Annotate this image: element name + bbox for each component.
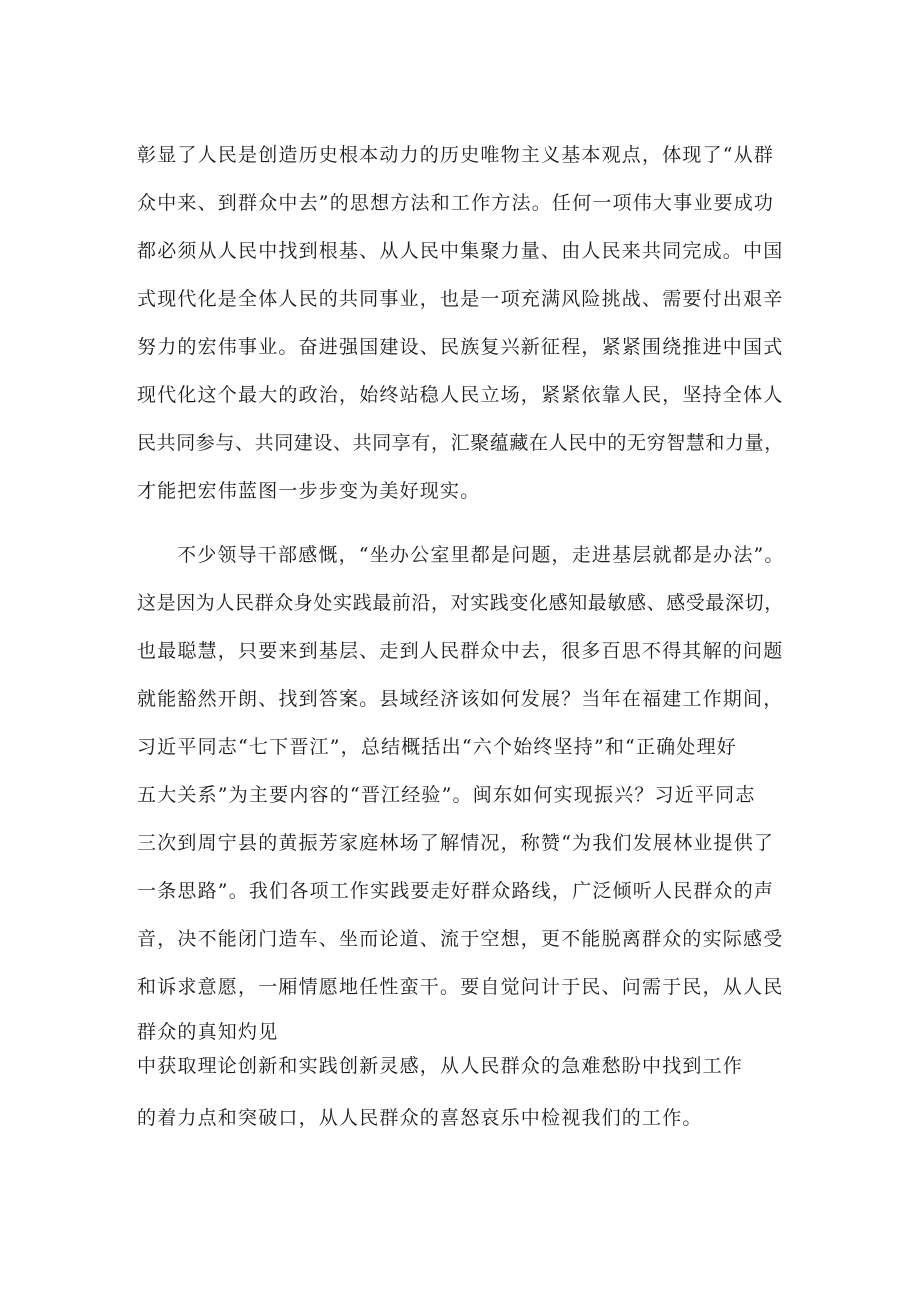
- text-line: 式现代化是全体人民的共同事业，也是一项充满风险挑战、需要付出艰辛: [137, 288, 784, 310]
- text-line: 众中来、到群众中去”的思想方法和工作方法。任何一项伟大事业要成功: [137, 192, 775, 214]
- text-line: 中获取理论创新和实践创新灵感，从人民群众的急难愁盼中找到工作: [137, 1055, 744, 1077]
- text-line: 就能豁然开朗、找到答案。县域经济该如何发展？当年在福建工作期间，: [137, 688, 784, 710]
- text-line: 音，决不能闭门造车、坐而论道、流于空想，更不能脱离群众的实际感受: [137, 928, 784, 950]
- text-line: 才能把宏伟蓝图一步步变为美好现实。: [137, 480, 481, 502]
- text-line: 都必须从人民中找到根基、从人民中集聚力量、由人民来共同完成。中国: [137, 240, 784, 262]
- text-line: 一条思路”。我们各项工作实践要走好群众路线，广泛倾听人民群众的声: [137, 880, 775, 902]
- text-line: 现代化这个最大的政治，始终站稳人民立场，紧紧依靠人民，坚持全体人: [137, 384, 784, 406]
- text-line: 努力的宏伟事业。奋进强国建设、民族复兴新征程，紧紧围绕推进中国式: [137, 336, 784, 358]
- text-line: 彰显了人民是创造历史根本动力的历史唯物主义基本观点，体现了“从群: [137, 144, 775, 166]
- text-line: 和诉求意愿，一厢情愿地任性蛮干。要自觉问计于民、问需于民，从人民: [137, 976, 784, 998]
- text-line: 三次到周宁县的黄振芳家庭林场了解情况，称赞“为我们发展林业提供了: [137, 832, 775, 854]
- text-line: 这是因为人民群众身处实践最前沿，对实践变化感知最敏感、感受最深切，: [137, 592, 784, 614]
- text-line: 五大关系”为主要内容的“晋江经验”。闽东如何实现振兴？习近平同志: [137, 784, 756, 806]
- text-line: 不少领导干部感慨，“坐办公室里都是问题，走进基层就都是办法”。: [177, 544, 785, 566]
- text-line: 民共同参与、共同建设、共同享有，汇聚蕴藏在人民中的无穷智慧和力量，: [137, 432, 784, 454]
- text-line: 习近平同志“七下晋江”，总结概括出“六个始终坚持”和“正确处理好: [137, 736, 737, 758]
- text-line: 的着力点和突破口，从人民群众的喜怒哀乐中检视我们的工作。: [137, 1107, 703, 1129]
- text-line: 群众的真知灼见: [137, 1021, 279, 1043]
- text-line: 也最聪慧，只要来到基层、走到人民群众中去，很多百思不得其解的问题: [137, 640, 784, 662]
